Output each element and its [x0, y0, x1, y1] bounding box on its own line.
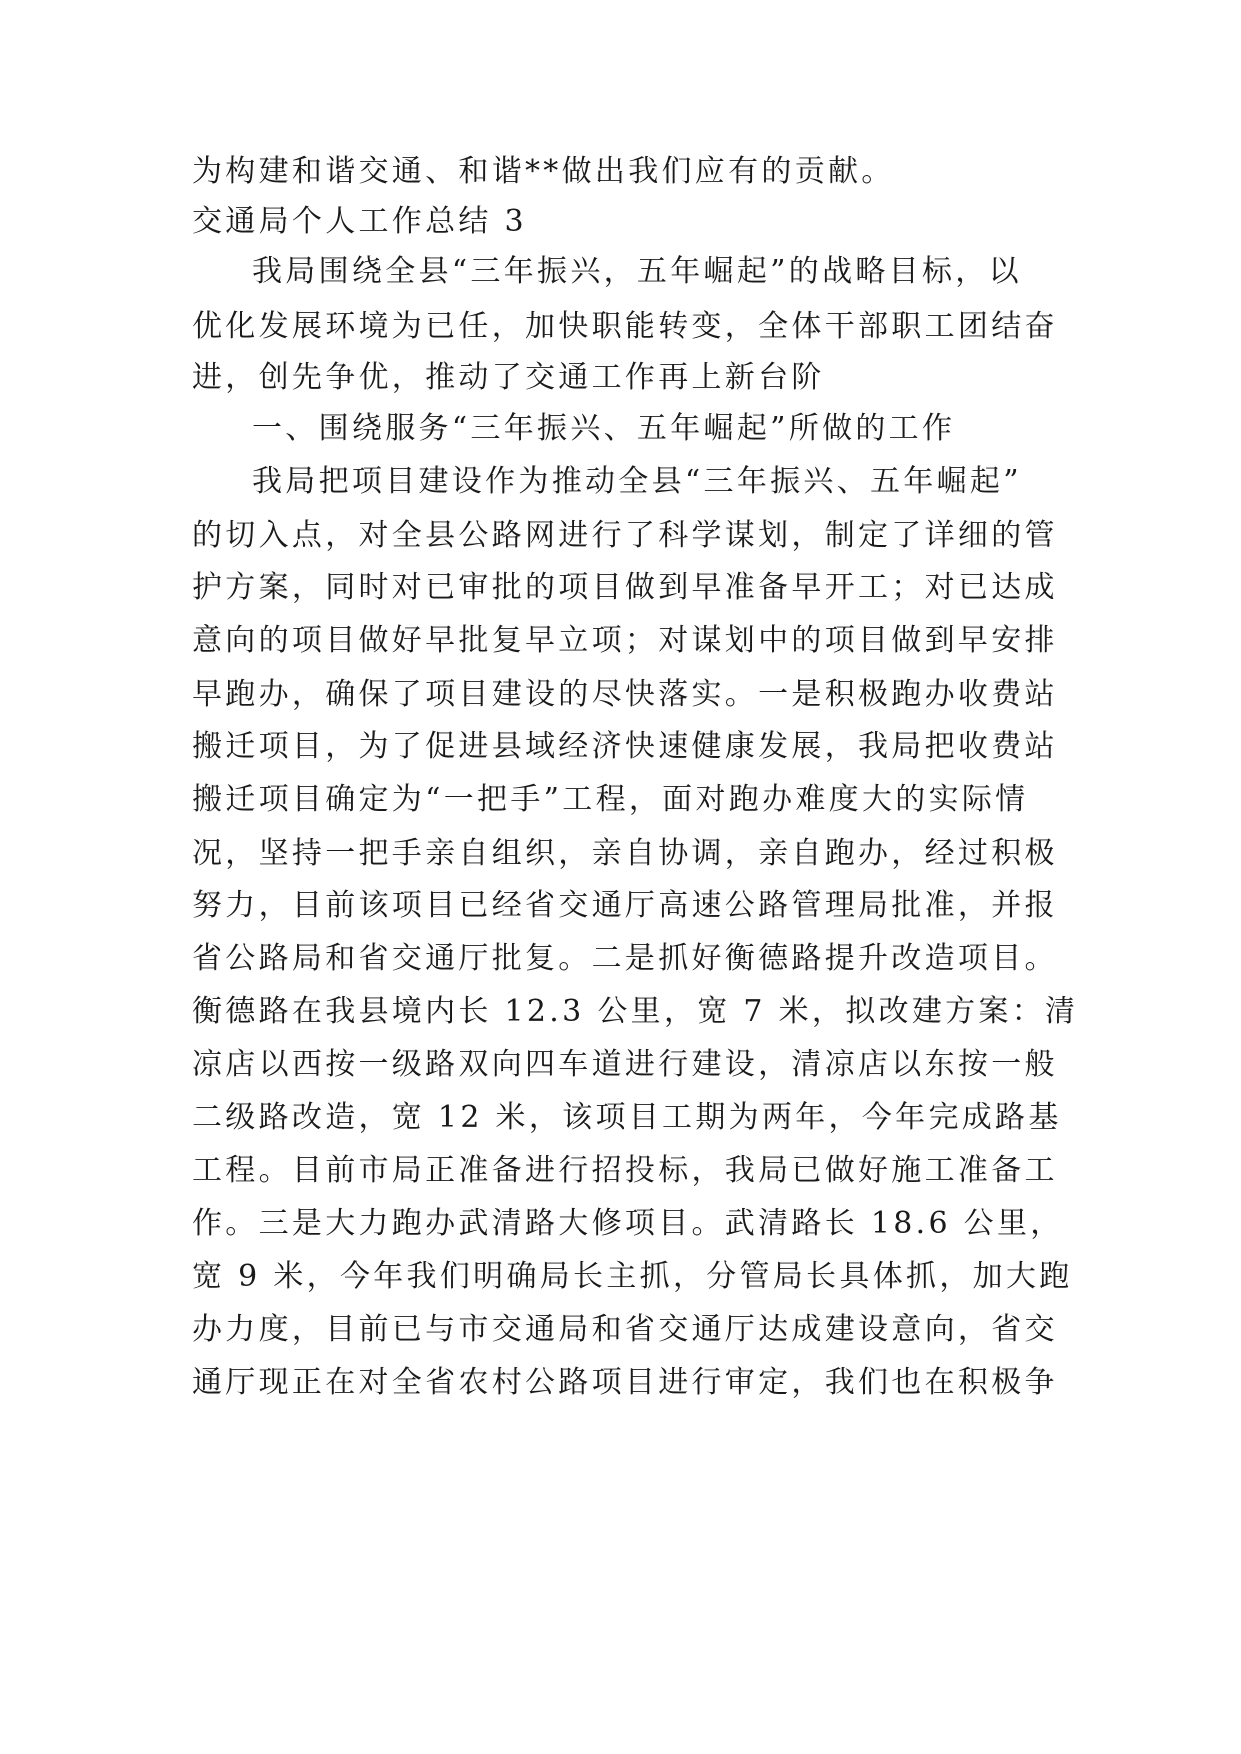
text-line: 意向的项目做好早批复早立项；对谋划中的项目做到早安排	[192, 623, 1058, 658]
text-line: 办力度，目前已与市交通局和省交通厅达成建设意向，省交	[192, 1312, 1058, 1347]
text-line: 作。三是大力跑办武清路大修项目。武清路长 18.6 公里，	[192, 1206, 1064, 1241]
text-line: 况，坚持一把手亲自组织，亲自协调，亲自跑办，经过积极	[192, 836, 1058, 871]
text-line: 优化发展环境为已任，加快职能转变，全体干部职工团结奋	[192, 309, 1058, 344]
text-line: 搬迁项目确定为“一把手”工程，面对跑办难度大的实际情	[192, 782, 1029, 817]
text-line: 凉店以西按一级路双向四车道进行建设，清凉店以东按一般	[192, 1047, 1058, 1082]
text-line: 我局把项目建设作为推动全县“三年振兴、五年崛起”	[252, 464, 1022, 499]
text-line: 进，创先争优，推动了交通工作再上新台阶	[192, 360, 825, 395]
text-line: 衡德路在我县境内长 12.3 公里，宽 7 米，拟改建方案：清	[192, 994, 1079, 1029]
text-line: 为构建和谐交通、和谐**做出我们应有的贡献。	[192, 154, 895, 189]
text-line: 的切入点，对全县公路网进行了科学谋划，制定了详细的管	[192, 518, 1058, 553]
text-line: 早跑办，确保了项目建设的尽快落实。一是积极跑办收费站	[192, 677, 1058, 712]
text-line: 搬迁项目，为了促进县域经济快速健康发展，我局把收费站	[192, 729, 1058, 764]
section-title: 交通局个人工作总结 3	[192, 204, 527, 239]
text-line: 护方案，同时对已审批的项目做到早准备早开工；对已达成	[192, 570, 1058, 605]
text-line: 宽 9 米，今年我们明确局长主抓，分管局长具体抓，加大跑	[192, 1259, 1073, 1294]
text-line: 省公路局和省交通厅批复。二是抓好衡德路提升改造项目。	[192, 941, 1058, 976]
text-line: 努力，目前该项目已经省交通厅高速公路管理局批准，并报	[192, 888, 1058, 923]
text-line: 通厅现正在对全省农村公路项目进行审定，我们也在积极争	[192, 1365, 1058, 1400]
text-line: 工程。目前市局正准备进行招投标，我局已做好施工准备工	[192, 1153, 1058, 1188]
subheading: 一、围绕服务“三年振兴、五年崛起”所做的工作	[252, 411, 956, 446]
text-line: 我局围绕全县“三年振兴，五年崛起”的战略目标，以	[252, 254, 1022, 289]
text-line: 二级路改造，宽 12 米，该项目工期为两年，今年完成路基	[192, 1100, 1062, 1135]
